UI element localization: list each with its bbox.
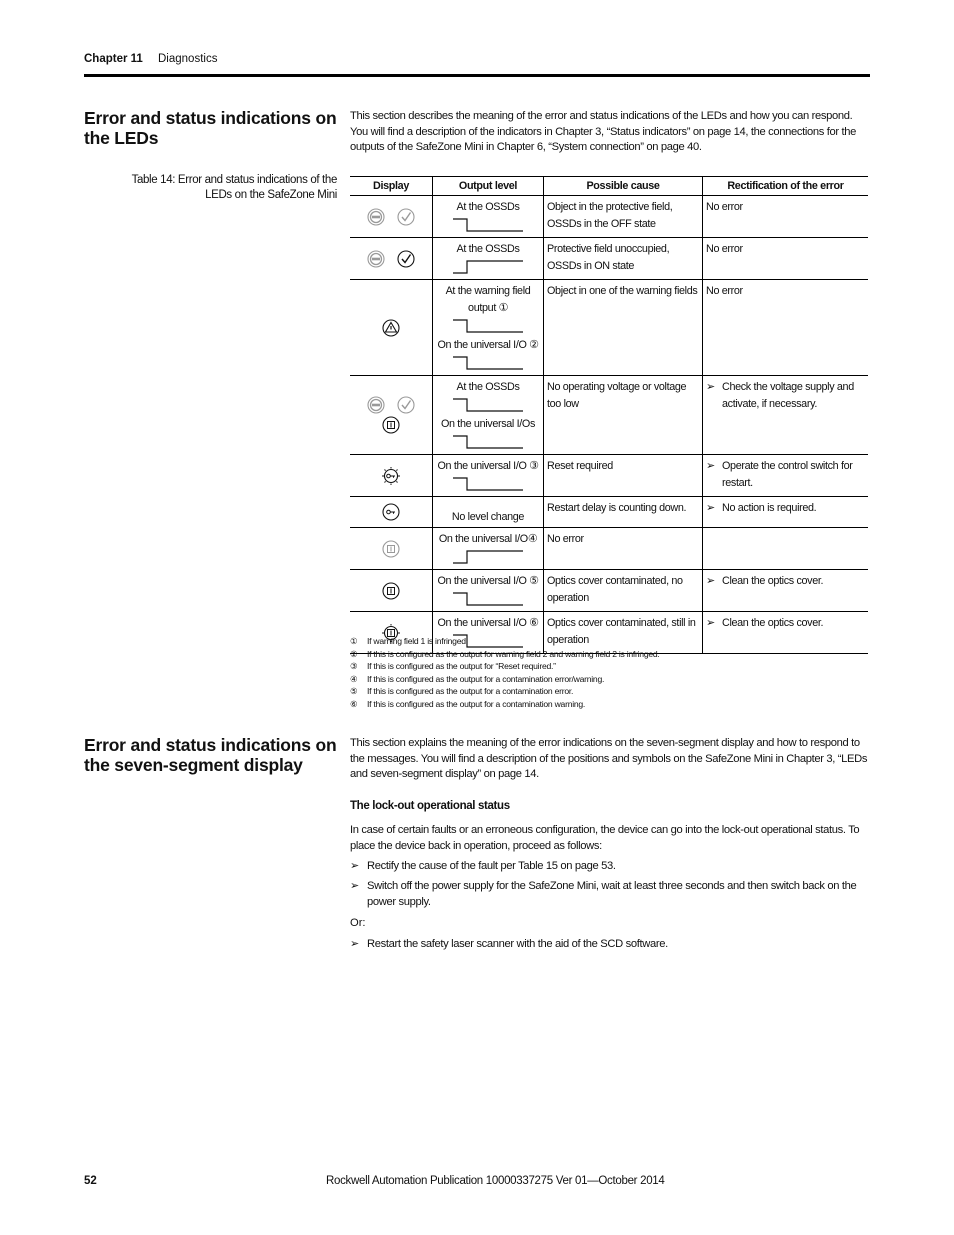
warning-field-icon xyxy=(381,318,401,338)
or-text: Or: xyxy=(350,917,366,929)
table-row xyxy=(350,455,868,497)
optics-cover-off-icon xyxy=(381,539,401,559)
footnote xyxy=(350,635,660,648)
rectification-item xyxy=(706,500,865,517)
reset-icon xyxy=(381,502,401,522)
table-row xyxy=(350,238,868,280)
optics-cover-icon xyxy=(381,581,401,601)
display-cell xyxy=(350,376,433,455)
lockout-paragraph: In case of certain faults or an erroneous configuration, the device can go into the lock-out operational status. To place the device back in operation, proceed as follows: xyxy=(350,824,860,852)
footnote-mark: ② xyxy=(350,648,358,659)
table-header-possible-cause: Possible cause xyxy=(544,177,703,196)
reset-flashing-icon xyxy=(381,466,401,486)
rectification-text: No action is required. xyxy=(722,502,817,514)
possible-cause-text: Object in the protective field, OSSDs in the OFF state xyxy=(547,201,673,230)
output-level-label: On the universal I/O ⑤ xyxy=(437,575,539,587)
footnote xyxy=(350,685,660,698)
possible-cause-text: Protective field unoccupied, OSSDs in ON state xyxy=(547,243,670,272)
possible-cause-cell xyxy=(544,196,703,238)
footnote-mark: ③ xyxy=(350,661,358,672)
rectification-item xyxy=(706,573,865,590)
table-header-output-level: Output level xyxy=(433,177,544,196)
output-level-label: At the warning field output ① xyxy=(445,285,531,314)
possible-cause-text: Object in one of the warning fields xyxy=(547,285,698,297)
rectification-text: Check the voltage supply and activate, if necessary. xyxy=(722,381,854,410)
footnote xyxy=(350,660,660,673)
table-row xyxy=(350,280,868,376)
rectification-item xyxy=(706,199,865,216)
ossd-on-icon xyxy=(396,249,416,269)
list-item-text: Restart the safety laser scanner with the aid of the SCD software. xyxy=(367,938,668,950)
arrow-bullet-icon: ➢ xyxy=(706,460,715,472)
output-level-label: On the universal I/O ⑥ xyxy=(437,617,539,629)
signal-rising-icon xyxy=(451,260,525,274)
display-cell xyxy=(350,455,433,497)
display-cell xyxy=(350,570,433,612)
rectification-cell xyxy=(703,196,869,238)
possible-cause-text: No error xyxy=(547,533,584,545)
seg-section-heading: Error and status indications on the seven-segment display xyxy=(84,735,337,775)
output-level-label: No level change xyxy=(451,511,525,523)
signal-rising-icon xyxy=(451,550,525,564)
footnote xyxy=(350,673,660,686)
output-level-label: At the OSSDs xyxy=(456,201,520,213)
rectification-item xyxy=(706,283,865,300)
table-header-display: Display xyxy=(350,177,433,196)
footnote-text: If warning field 1 is infringed. xyxy=(367,636,468,646)
output-level-cell xyxy=(433,528,544,570)
table-body xyxy=(350,196,868,654)
ossd-on-icon-outline xyxy=(396,395,416,415)
possible-cause-cell xyxy=(544,280,703,376)
possible-cause-cell xyxy=(544,376,703,455)
output-level-cell xyxy=(433,196,544,238)
rectification-cell xyxy=(703,570,869,612)
possible-cause-cell xyxy=(544,528,703,570)
table-caption: Table 14: Error and status indications of the LEDs on the SafeZone Mini xyxy=(131,174,337,201)
rectification-cell xyxy=(703,497,869,528)
rectification-text: No error xyxy=(706,285,743,297)
list-item xyxy=(350,859,870,875)
signal-falling-icon xyxy=(451,592,525,606)
table-row xyxy=(350,196,868,238)
table-row xyxy=(350,497,868,528)
rectification-cell xyxy=(703,528,869,570)
display-cell xyxy=(350,497,433,528)
possible-cause-cell xyxy=(544,497,703,528)
rectification-cell xyxy=(703,238,869,280)
table-header-rectification: Rectification of the error xyxy=(703,177,869,196)
footnote-text: If this is configured as the output for a contamination error. xyxy=(367,686,574,697)
ossd-off-icon xyxy=(366,395,386,415)
header-section: Diagnostics xyxy=(158,53,218,65)
table-row xyxy=(350,528,868,570)
list-item-text: Rectify the cause of the fault per Table 15 on page 53. xyxy=(367,860,616,872)
arrow-bullet-icon: ➢ xyxy=(706,381,715,393)
led-status-table xyxy=(350,176,868,654)
footnote-mark: ④ xyxy=(350,673,358,684)
ossd-off-icon-outline xyxy=(366,249,386,269)
output-level-label: On the universal I/Os xyxy=(440,418,536,430)
signal-falling-icon xyxy=(451,356,525,370)
rectification-cell xyxy=(703,280,869,376)
display-cell xyxy=(350,196,433,238)
rectification-text: Clean the optics cover. xyxy=(722,617,824,629)
leds-section-heading: Error and status indications on the LEDs xyxy=(84,108,337,148)
ossd-off-icon xyxy=(366,207,386,227)
possible-cause-text: Optics cover contaminated, still in operation xyxy=(547,617,696,646)
arrow-bullet-icon: ➢ xyxy=(350,880,359,892)
footer-publication: Rockwell Automation Publication 10000337275 Ver 01—October 2014 xyxy=(326,1175,665,1187)
footnotes xyxy=(350,635,660,711)
leds-intro-paragraph: This section describes the meaning of the error and status indications of the LEDs and how you can respond. You will find a description of the indicators in Chapter 3, “Status indicators” on page 14, the connections for the outputs of the SafeZone Mini in Chapter 6, “System connection” on page 40. xyxy=(350,110,856,154)
table-row xyxy=(350,570,868,612)
output-level-cell xyxy=(433,238,544,280)
arrow-bullet-icon: ➢ xyxy=(350,860,359,872)
output-level-cell xyxy=(433,570,544,612)
arrow-bullet-icon: ➢ xyxy=(350,938,359,950)
rectification-cell xyxy=(703,376,869,455)
seg-intro-paragraph: This section explains the meaning of the error indications on the seven-segment display and how to respond to the messages. You will find a description of the positions and symbols on the SafeZone Mini in Chapter 3, “LEDs and seven-segment display” on page 14. xyxy=(350,737,868,781)
output-level-cell xyxy=(433,280,544,376)
list-item xyxy=(350,937,870,953)
header-chapter: Chapter 11 xyxy=(84,53,143,65)
output-level-label: On the universal I/O ③ xyxy=(437,460,539,472)
possible-cause-text: No operating voltage or voltage too low xyxy=(547,381,687,410)
table-row xyxy=(350,376,868,455)
possible-cause-cell xyxy=(544,455,703,497)
possible-cause-text: Reset required xyxy=(547,460,613,472)
rectification-text: No error xyxy=(706,201,743,213)
output-level-label: On the universal I/O ② xyxy=(437,339,539,351)
possible-cause-text: Optics cover contaminated, no operation xyxy=(547,575,683,604)
ossd-on-icon-outline xyxy=(396,207,416,227)
possible-cause-cell xyxy=(544,238,703,280)
output-level-label: At the OSSDs xyxy=(456,243,520,255)
signal-falling-icon xyxy=(451,319,525,333)
arrow-bullet-icon: ➢ xyxy=(706,502,715,514)
footnote-mark: ⑥ xyxy=(350,698,358,709)
rectification-cell xyxy=(703,612,869,654)
arrow-bullet-icon: ➢ xyxy=(706,617,715,629)
rectification-cell xyxy=(703,455,869,497)
possible-cause-text: Restart delay is counting down. xyxy=(547,502,687,514)
lockout-subheading: The lock-out operational status xyxy=(350,800,510,812)
list-item xyxy=(350,879,870,910)
rectification-text: No error xyxy=(706,243,743,255)
output-level-label: On the universal I/O④ xyxy=(438,533,538,545)
rectification-item xyxy=(706,379,865,413)
header-rule xyxy=(84,74,870,77)
page-number: 52 xyxy=(84,1175,97,1187)
rectification-item xyxy=(706,458,865,492)
list-item-text: Switch off the power supply for the SafeZone Mini, wait at least three seconds and then switch back on the power supply. xyxy=(367,880,857,908)
footnote-text: If this is configured as the output for “Reset required.” xyxy=(367,661,556,672)
output-level-cell xyxy=(433,497,544,528)
display-cell xyxy=(350,238,433,280)
display-cell xyxy=(350,280,433,376)
display-cell xyxy=(350,528,433,570)
arrow-bullet-icon: ➢ xyxy=(706,575,715,587)
optics-cover-icon xyxy=(381,415,401,435)
output-level-cell xyxy=(433,376,544,455)
rectification-item xyxy=(706,615,865,632)
output-level-label: At the OSSDs xyxy=(456,381,520,393)
footnote-mark: ⑤ xyxy=(350,686,358,697)
signal-falling-icon xyxy=(451,398,525,412)
footnote-mark: ① xyxy=(350,636,358,646)
possible-cause-cell xyxy=(544,570,703,612)
signal-falling-icon xyxy=(451,218,525,232)
footnote-text: If this is configured as the output for a contamination warning. xyxy=(367,698,586,709)
signal-falling-icon xyxy=(451,477,525,491)
signal-falling-icon xyxy=(451,435,525,449)
footnote-text: If this is configured as the output for warning field 2 and warning field 2 is infringed. xyxy=(367,648,660,659)
footnote xyxy=(350,648,660,661)
rectification-item xyxy=(706,241,865,258)
footnote xyxy=(350,698,660,711)
rectification-text: Clean the optics cover. xyxy=(722,575,824,587)
output-level-cell xyxy=(433,455,544,497)
rectification-text: Operate the control switch for restart. xyxy=(722,460,853,489)
footnote-text: If this is configured as the output for a contamination error/warning. xyxy=(367,673,605,684)
